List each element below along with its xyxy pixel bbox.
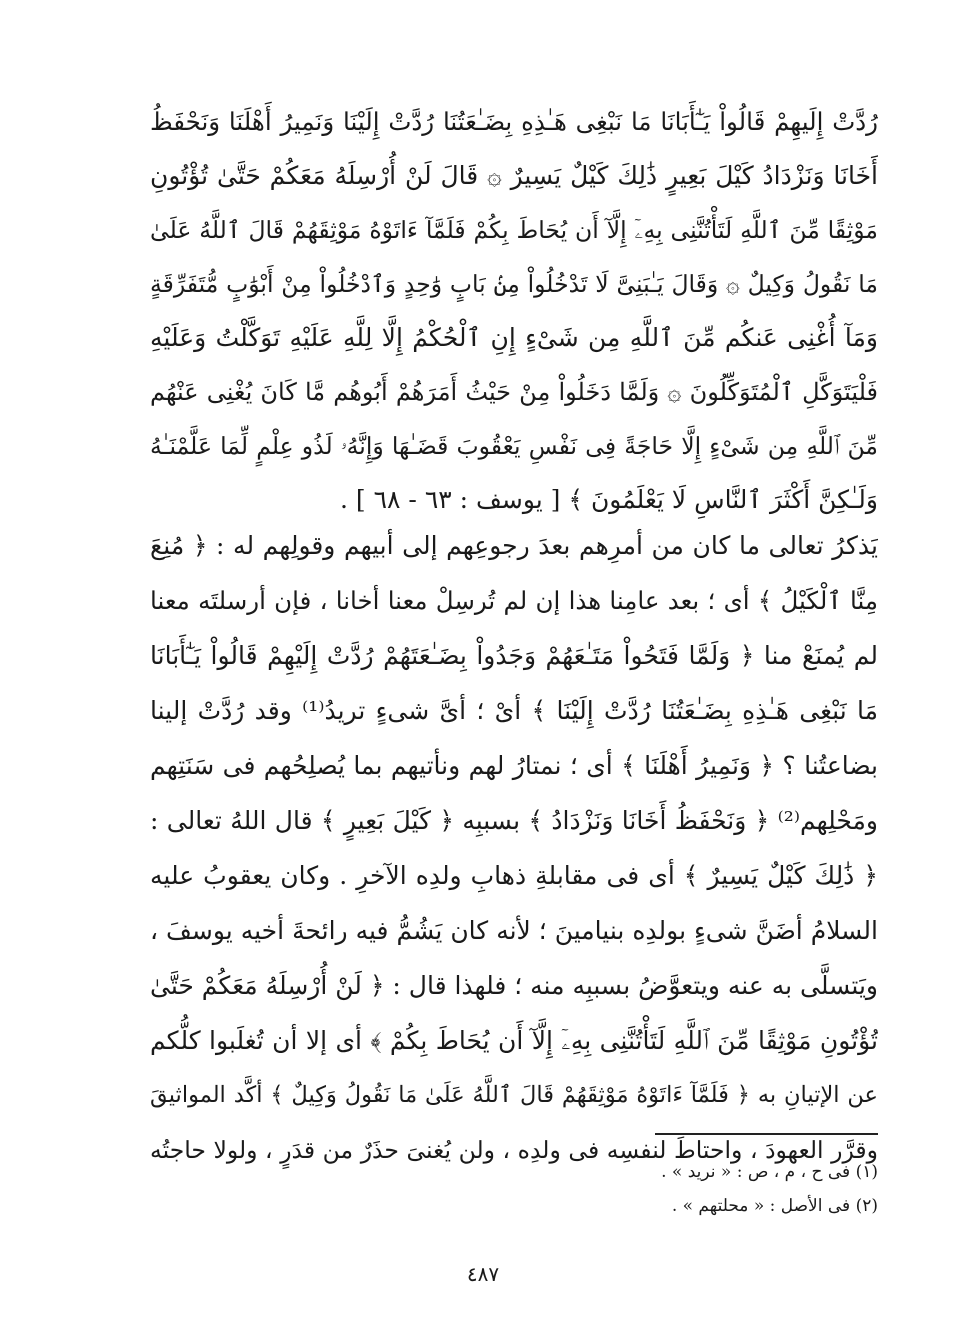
quran-line: فَلْيَتَوَكَّلِ ٱلْمُتَوَكِّلُونَ ۞ وَلَمَّا دَخَلُواْ مِنْ حَيْثُ أَمَرَهُمْ أَبُوهُم مَّا كَانَ يُغْنِى عَنْهُم [150, 378, 878, 406]
commentary-line: وقرَّر العهودَ ، واحتاطَ لنفسِه فى ولدِه ، ولن يُغنىَ حذَرٌ من قدَرٍ ، ولولا حاجتُه [150, 1136, 878, 1164]
quran-passage [150, 95, 878, 527]
commentary-line: عن الإتيانِ به ﴿ فَلَمَّآ ءَاتَوْهُ مَوْثِقَهُمْ قَالَ ٱللَّهُ عَلَىٰ مَا نَقُولُ وَكِيلٌ ﴾ أكَّد المواثيقَ [150, 1082, 878, 1108]
commentary-line: مِنَّا ٱلْكَيْلُ ﴾ أى ؛ بعد عامِنا هذا إن لم تُرسِلْ معنا أخانا ، فإن أرسلتَه معنا [150, 586, 878, 615]
quran-line: رُدَّتْ إِلَيهِمْ قَالُواْ يَـٰٓأَبَانَا مَا نَبْغِى هَـٰذِهِ بِضَـٰعَتُنَا رُدَّتْ إِلَيْنَا وَنَمِيرُ أَهْلَنَا وَنَحْفَظُ [150, 107, 878, 136]
footnotes [500, 1155, 878, 1223]
footnote-1: (١) فى ح ، م ، ص : « نريد » . [661, 1162, 878, 1182]
commentary-line: السلامُ أضَنَّ شىءٍ بولدِه بنيامينَ ؛ لأنه كان يَشُمُّ فيه رائحةَ أخيه يوسفَ ، [150, 916, 878, 945]
footnote-2: (٢) فى الأصل : « محلتهم » . [671, 1196, 878, 1216]
commentary-line: ومَحْلِهم⁽²⁾ ﴿ وَنَحْفَظُ أَخَانَا وَنَزْدَادُ ﴾ بسببِه ﴿ كَيْلَ بَعِيرٍ ﴾ قال اللهُ تعالى : [150, 806, 878, 835]
commentary-line: تُؤْتُونِ مَوْثِقًا مِّنَ ٱللَّهِ لَتَأْتُنَّنِى بِهِۦٓ إِلَّآ أَن يُحَاطَ بِكُمْ ﴾ أى إلا أن تُغلَبوا كلُّكم [150, 1026, 878, 1055]
quran-line: مِّنَ ٱللَّهِ مِن شَىْءٍ إِلَّا حَاجَةً فِى نَفْسِ يَعْقُوبَ قَضَـٰهَا وَإِنَّهُۥ لَذُو عِلْمٍ لِّمَا عَلَّمْنَـٰهُ [150, 432, 878, 460]
quran-line: وَلَـٰكِنَّ أَكْثَرَ ٱلنَّاسِ لَا يَعْلَمُونَ ﴾ [ يوسف : ٦٣ - ٦٨ ] . [340, 485, 878, 514]
quran-line: أَخَانَا وَنَزْدَادُ كَيْلَ بَعِيرٍ ذَٰلِكَ كَيْلٌ يَسِيرٌ ۞ قَالَ لَنْ أُرْسِلَهُ مَعَكُمْ حَتَّىٰ تُؤْتُونِ [150, 161, 878, 190]
commentary-text [150, 518, 878, 1178]
commentary-line: ﴿ ذَٰلِكَ كَيْلٌ يَسِيرٌ ﴾ أى فى مقابلةِ ذهابِ ولدِه الآخرِ . وكان يعقوبُ عليه [150, 861, 878, 890]
page-number: ٤٨٧ [466, 1262, 500, 1286]
footnote-divider [655, 1133, 878, 1135]
quran-line: مَوْثِقًا مِّنَ ٱللَّهِ لَتَأْتُنَّنِى بِهِۦٓ إِلَّآ أَن يُحَاطَ بِكُمْ فَلَمَّآ ءَاتَوْهُ مَوْثِقَهُمْ قَالَ ٱللَّهُ عَلَىٰ [150, 216, 878, 244]
commentary-line: يَذكرُ تعالى ما كان من أمرِهم بعدَ رجوعِهم إلى أبيهم وقولِهم له : ﴿ مُنِعَ [150, 531, 878, 560]
commentary-line: لم يُمنَعْ منا ﴿ وَلَمَّا فَتَحُواْ مَتَـٰعَهُمْ وَجَدُواْ بِضَـٰعَتَهُمْ رُدَّتْ إِلَيْهِمْ قَالُواْ يَـٰٓأَبَانَا [150, 641, 878, 670]
commentary-line: ويَتسلَّى به عنه ويتعوَّضُ بسببِه منه ؛ فلهذا قال : ﴿ لَنْ أُرْسِلَهُ مَعَكُمْ حَتَّىٰ [150, 971, 878, 1000]
commentary-line: بضاعتُنا ؟ ﴿ وَنَمِيرُ أَهْلَنَا ﴾ أى ؛ نمتارُ لهم ونأتيهم بما يُصلِحُهم فى سَنَتِهم [150, 751, 878, 780]
quran-line: وَمَآ أُغْنِى عَنكُم مِّنَ ٱللَّهِ مِن شَىْءٍ إِنِ ٱلْحُكْمُ إِلَّا لِلَّهِ عَلَيْهِ تَوَكَّلْتُ وَعَلَيْهِ [150, 323, 878, 352]
quran-line: مَا نَقُولُ وَكِيلٌ ۞ وَقَالَ يَـٰبَنِىَّ لَا تَدْخُلُواْ مِنۢ بَابٍ وَٰحِدٍ وَٱدْخُلُواْ مِنْ أَبْوَٰبٍ مُّتَفَرِّقَةٍ [150, 270, 878, 298]
commentary-line: مَا نَبْغِى هَـٰذِهِ بِضَـٰعَتُنَا رُدَّتْ إِلَيْنَا ﴾ أىْ ؛ أىَّ شىءٍ تريدُ⁽¹⁾ وقد رُدَّتْ إلينا [150, 696, 878, 725]
